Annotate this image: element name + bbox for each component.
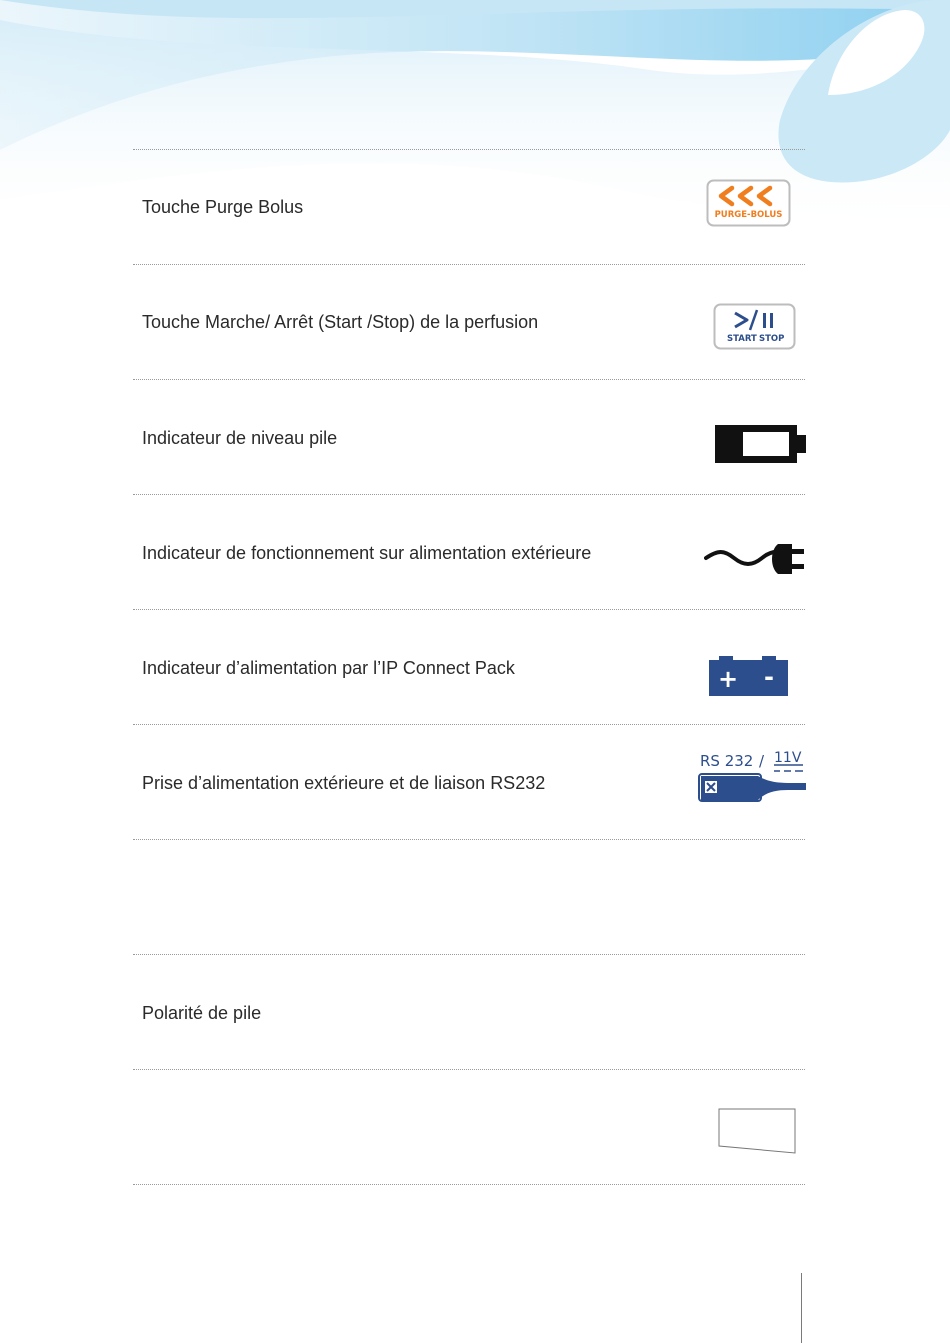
voltage-text: 11V: [774, 750, 802, 766]
row-label-connect-pack: Indicateur d’alimentation par l’IP Connect Pack: [142, 658, 515, 678]
row-separator: [133, 379, 805, 380]
plus-sign: +: [717, 665, 739, 693]
rs232-separator: /: [759, 752, 765, 770]
power-plug-icon: [704, 538, 806, 580]
row-label-purge-bolus: Touche Purge Bolus: [142, 197, 304, 217]
rs232-text: RS 232: [700, 752, 754, 770]
row-separator: [133, 494, 805, 495]
blank-label-icon: [718, 1108, 797, 1155]
row-separator: [133, 609, 805, 610]
row-label-rs232: Prise d’alimentation extérieure et de liaison RS232: [142, 773, 546, 793]
row-separator: [133, 1184, 805, 1185]
row-label-start-stop: Touche Marche/ Arrêt (Start /Stop) de la perfusion: [142, 312, 539, 332]
row-label-external-power: Indicateur de fonctionnement sur alimentation extérieure: [142, 543, 592, 563]
stop-text: STOP: [759, 334, 785, 344]
battery-level-icon: [715, 425, 807, 463]
row-label-battery-polarity: Polarité de pile: [142, 1003, 262, 1023]
row-label-battery-level: Indicateur de niveau pile: [142, 428, 338, 448]
purge-bolus-key-icon: [706, 179, 791, 227]
row-separator: [133, 954, 805, 955]
purge-bolus-text: PURGE-BOLUS: [714, 210, 783, 220]
page-edge-line: [801, 1273, 802, 1343]
row-separator: [133, 264, 805, 265]
battery-polarity-icon: [709, 656, 788, 696]
row-separator: [133, 1069, 805, 1070]
row-separator: [133, 724, 805, 725]
header-wave-decoration: [0, 0, 950, 260]
row-separator: [133, 839, 805, 840]
minus-sign: -: [764, 663, 774, 691]
row-separator: [133, 149, 805, 150]
start-text: START: [727, 334, 757, 344]
rs232-connector-icon: [696, 745, 808, 803]
start-stop-key-icon: [713, 303, 796, 350]
